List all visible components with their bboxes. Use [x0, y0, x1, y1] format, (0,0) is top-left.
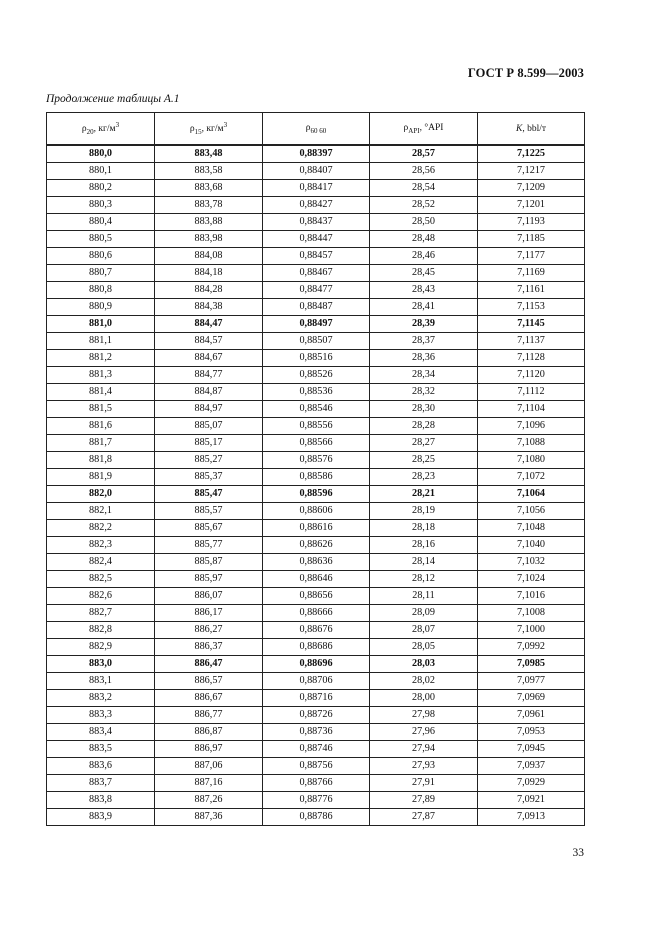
table-row — [47, 605, 585, 622]
table-cell: 28,03 — [370, 656, 478, 673]
table-cell: 881,7 — [47, 435, 155, 452]
table-cell: 882,3 — [47, 537, 155, 554]
table-cell: 882,5 — [47, 571, 155, 588]
table-cell: 882,6 — [47, 588, 155, 605]
table-cell: 886,87 — [155, 724, 263, 741]
table-cell: 28,16 — [370, 537, 478, 554]
table-cell: 0,88676 — [263, 622, 370, 639]
table-cell: 28,52 — [370, 197, 478, 214]
table-cell: 0,88437 — [263, 214, 370, 231]
table-row — [47, 503, 585, 520]
table-cell: 7,1177 — [478, 248, 585, 265]
table-cell: 880,0 — [47, 145, 155, 163]
table-cell: 28,18 — [370, 520, 478, 537]
table-header-row — [47, 113, 585, 146]
table-cell: 885,67 — [155, 520, 263, 537]
table-cell: 28,32 — [370, 384, 478, 401]
table-cell: 883,68 — [155, 180, 263, 197]
table-cell: 28,19 — [370, 503, 478, 520]
table-cell: 882,7 — [47, 605, 155, 622]
column-header-k: K, bbl/т — [478, 113, 585, 146]
table-cell: 28,39 — [370, 316, 478, 333]
table-cell: 28,45 — [370, 265, 478, 282]
table-cell: 885,27 — [155, 452, 263, 469]
table-cell: 7,1016 — [478, 588, 585, 605]
table-cell: 27,98 — [370, 707, 478, 724]
table-cell: 7,1169 — [478, 265, 585, 282]
table-cell: 7,1096 — [478, 418, 585, 435]
table-cell: 882,4 — [47, 554, 155, 571]
table-cell: 0,88497 — [263, 316, 370, 333]
table-cell: 0,88716 — [263, 690, 370, 707]
density-table — [46, 112, 585, 826]
table-cell: 880,9 — [47, 299, 155, 316]
table-cell: 7,1024 — [478, 571, 585, 588]
table-cell: 7,0953 — [478, 724, 585, 741]
table-cell: 885,77 — [155, 537, 263, 554]
table-cell: 28,56 — [370, 163, 478, 180]
table-cell: 28,48 — [370, 231, 478, 248]
table-cell: 0,88407 — [263, 163, 370, 180]
table-cell: 0,88447 — [263, 231, 370, 248]
table-cell: 0,88726 — [263, 707, 370, 724]
table-row — [47, 248, 585, 265]
table-cell: 28,00 — [370, 690, 478, 707]
table-cell: 27,93 — [370, 758, 478, 775]
table-cell: 0,88536 — [263, 384, 370, 401]
table-cell: 28,41 — [370, 299, 478, 316]
table-row — [47, 197, 585, 214]
table-cell: 0,88397 — [263, 145, 370, 163]
table-cell: 0,88756 — [263, 758, 370, 775]
table-cell: 0,88457 — [263, 248, 370, 265]
table-cell: 7,0985 — [478, 656, 585, 673]
table-cell: 882,2 — [47, 520, 155, 537]
table-cell: 887,16 — [155, 775, 263, 792]
table-cell: 7,1104 — [478, 401, 585, 418]
table-cell: 27,87 — [370, 809, 478, 826]
table-row — [47, 520, 585, 537]
table-cell: 883,58 — [155, 163, 263, 180]
table-cell: 886,67 — [155, 690, 263, 707]
table-row — [47, 265, 585, 282]
table-cell: 7,0929 — [478, 775, 585, 792]
table-cell: 886,77 — [155, 707, 263, 724]
table-cell: 28,54 — [370, 180, 478, 197]
table-cell: 7,1128 — [478, 350, 585, 367]
table-cell: 881,5 — [47, 401, 155, 418]
column-header-rho15: $\rho_{15}$, $кг/м^3$ — [155, 113, 263, 146]
table-row — [47, 384, 585, 401]
table-cell: 880,7 — [47, 265, 155, 282]
table-cell: 7,1048 — [478, 520, 585, 537]
table-cell: 28,11 — [370, 588, 478, 605]
table-cell: 882,0 — [47, 486, 155, 503]
table-cell: 0,88666 — [263, 605, 370, 622]
table-row — [47, 401, 585, 418]
page-number: 33 — [572, 847, 584, 859]
table-cell: 7,1217 — [478, 163, 585, 180]
table-cell: 881,8 — [47, 452, 155, 469]
table-cell: 7,1080 — [478, 452, 585, 469]
table-cell: 0,88566 — [263, 435, 370, 452]
table-cell: 886,07 — [155, 588, 263, 605]
table-cell: 28,25 — [370, 452, 478, 469]
table-cell: 7,0945 — [478, 741, 585, 758]
table-cell: 884,47 — [155, 316, 263, 333]
table-row — [47, 690, 585, 707]
table-cell: 883,88 — [155, 214, 263, 231]
table-cell: 881,3 — [47, 367, 155, 384]
table-row — [47, 367, 585, 384]
table-cell: 0,88467 — [263, 265, 370, 282]
table-cell: 0,88606 — [263, 503, 370, 520]
table-row — [47, 758, 585, 775]
table-row — [47, 333, 585, 350]
table-cell: 28,50 — [370, 214, 478, 231]
table-cell: 881,9 — [47, 469, 155, 486]
table-cell: 7,1112 — [478, 384, 585, 401]
table-cell: 884,18 — [155, 265, 263, 282]
table-row — [47, 231, 585, 248]
table-cell: 0,88616 — [263, 520, 370, 537]
table-row — [47, 282, 585, 299]
table-row — [47, 571, 585, 588]
table-cell: 0,88766 — [263, 775, 370, 792]
table-row — [47, 145, 585, 163]
table-row — [47, 741, 585, 758]
column-header-rho20: $\rho_{20}$, $кг/м^3$ — [47, 113, 155, 146]
table-cell: 7,1088 — [478, 435, 585, 452]
table-cell: 886,37 — [155, 639, 263, 656]
table-cell: 7,0961 — [478, 707, 585, 724]
table-cell: 0,88417 — [263, 180, 370, 197]
table-cell: 0,88596 — [263, 486, 370, 503]
column-header-rho-api: $\rho_{API}$, °API — [370, 113, 478, 146]
table-cell: 0,88706 — [263, 673, 370, 690]
table-cell: 28,57 — [370, 145, 478, 163]
table-cell: 883,9 — [47, 809, 155, 826]
table-cell: 28,23 — [370, 469, 478, 486]
table-cell: 28,37 — [370, 333, 478, 350]
table-cell: 0,88516 — [263, 350, 370, 367]
table-cell: 7,0969 — [478, 690, 585, 707]
table-cell: 0,88696 — [263, 656, 370, 673]
table-cell: 0,88576 — [263, 452, 370, 469]
table-cell: 0,88477 — [263, 282, 370, 299]
table-cell: 884,08 — [155, 248, 263, 265]
table-cell: 7,1120 — [478, 367, 585, 384]
table-row — [47, 588, 585, 605]
table-cell: 28,21 — [370, 486, 478, 503]
table-cell: 0,88526 — [263, 367, 370, 384]
table-cell: 882,9 — [47, 639, 155, 656]
table-cell: 882,8 — [47, 622, 155, 639]
table-cell: 883,8 — [47, 792, 155, 809]
table-cell: 27,91 — [370, 775, 478, 792]
table-row — [47, 707, 585, 724]
table-row — [47, 792, 585, 809]
table-cell: 28,46 — [370, 248, 478, 265]
table-cell: 0,88646 — [263, 571, 370, 588]
table-cell: 883,4 — [47, 724, 155, 741]
table-cell: 884,38 — [155, 299, 263, 316]
table-cell: 884,77 — [155, 367, 263, 384]
table-cell: 0,88746 — [263, 741, 370, 758]
table-cell: 0,88546 — [263, 401, 370, 418]
table-cell: 7,1032 — [478, 554, 585, 571]
table-cell: 27,96 — [370, 724, 478, 741]
table-cell: 7,1201 — [478, 197, 585, 214]
table-cell: 27,89 — [370, 792, 478, 809]
table-cell: 28,30 — [370, 401, 478, 418]
table-cell: 885,97 — [155, 571, 263, 588]
table-row — [47, 486, 585, 503]
table-cell: 0,88686 — [263, 639, 370, 656]
table-row — [47, 299, 585, 316]
table-cell: 885,17 — [155, 435, 263, 452]
table-row — [47, 809, 585, 826]
table-cell: 880,8 — [47, 282, 155, 299]
table-cell: 27,94 — [370, 741, 478, 758]
table-cell: 28,36 — [370, 350, 478, 367]
table-row — [47, 163, 585, 180]
table-cell: 885,87 — [155, 554, 263, 571]
table-cell: 883,48 — [155, 145, 263, 163]
table-cell: 28,09 — [370, 605, 478, 622]
table-row — [47, 180, 585, 197]
table-cell: 0,88556 — [263, 418, 370, 435]
table-cell: 886,97 — [155, 741, 263, 758]
table-cell: 886,47 — [155, 656, 263, 673]
table-cell: 7,1040 — [478, 537, 585, 554]
table-caption: Продолжение таблицы А.1 — [46, 93, 180, 105]
table-cell: 886,27 — [155, 622, 263, 639]
table-cell: 7,0937 — [478, 758, 585, 775]
table-row — [47, 554, 585, 571]
table-cell: 880,4 — [47, 214, 155, 231]
table-cell: 883,7 — [47, 775, 155, 792]
table-cell: 7,1145 — [478, 316, 585, 333]
table-cell: 886,17 — [155, 605, 263, 622]
table-cell: 881,1 — [47, 333, 155, 350]
table-cell: 28,34 — [370, 367, 478, 384]
table-cell: 7,1008 — [478, 605, 585, 622]
table-cell: 7,1185 — [478, 231, 585, 248]
column-header-rho60-60: $\rho_{60 60}$ — [263, 113, 370, 146]
table-cell: 7,1137 — [478, 333, 585, 350]
table-cell: 883,3 — [47, 707, 155, 724]
table-cell: 7,1161 — [478, 282, 585, 299]
table-cell: 881,4 — [47, 384, 155, 401]
table-cell: 0,88427 — [263, 197, 370, 214]
table-row — [47, 775, 585, 792]
table-row — [47, 435, 585, 452]
table-cell: 881,0 — [47, 316, 155, 333]
table-cell: 884,97 — [155, 401, 263, 418]
table-cell: 7,0913 — [478, 809, 585, 826]
table-cell: 885,47 — [155, 486, 263, 503]
table-cell: 883,98 — [155, 231, 263, 248]
table-row — [47, 656, 585, 673]
table-cell: 7,1193 — [478, 214, 585, 231]
table-cell: 28,07 — [370, 622, 478, 639]
table-cell: 7,1064 — [478, 486, 585, 503]
table-cell: 883,1 — [47, 673, 155, 690]
table-cell: 884,28 — [155, 282, 263, 299]
table-cell: 28,43 — [370, 282, 478, 299]
table-cell: 880,6 — [47, 248, 155, 265]
table-cell: 885,57 — [155, 503, 263, 520]
table-cell: 885,37 — [155, 469, 263, 486]
table-row — [47, 452, 585, 469]
table-cell: 887,26 — [155, 792, 263, 809]
table-cell: 880,2 — [47, 180, 155, 197]
table-cell: 7,1153 — [478, 299, 585, 316]
table-row — [47, 639, 585, 656]
table-cell: 887,06 — [155, 758, 263, 775]
table-cell: 0,88636 — [263, 554, 370, 571]
table-cell: 7,1000 — [478, 622, 585, 639]
table-cell: 887,36 — [155, 809, 263, 826]
table-row — [47, 316, 585, 333]
table-cell: 28,14 — [370, 554, 478, 571]
table-cell: 0,88786 — [263, 809, 370, 826]
table-cell: 7,1225 — [478, 145, 585, 163]
table-cell: 0,88487 — [263, 299, 370, 316]
table-cell: 881,6 — [47, 418, 155, 435]
table-cell: 883,5 — [47, 741, 155, 758]
table-cell: 883,6 — [47, 758, 155, 775]
table-row — [47, 724, 585, 741]
table-cell: 7,0977 — [478, 673, 585, 690]
table-cell: 7,0992 — [478, 639, 585, 656]
table-cell: 885,07 — [155, 418, 263, 435]
table-cell: 884,57 — [155, 333, 263, 350]
table-row — [47, 622, 585, 639]
table-cell: 880,5 — [47, 231, 155, 248]
table-cell: 28,27 — [370, 435, 478, 452]
table-cell: 28,12 — [370, 571, 478, 588]
table-cell: 883,2 — [47, 690, 155, 707]
table-row — [47, 673, 585, 690]
table-cell: 884,87 — [155, 384, 263, 401]
table-cell: 28,02 — [370, 673, 478, 690]
table-cell: 884,67 — [155, 350, 263, 367]
table-row — [47, 537, 585, 554]
table-row — [47, 214, 585, 231]
table-cell: 7,1056 — [478, 503, 585, 520]
table-cell: 0,88626 — [263, 537, 370, 554]
table-cell: 883,78 — [155, 197, 263, 214]
table-cell: 7,0921 — [478, 792, 585, 809]
table-cell: 0,88656 — [263, 588, 370, 605]
table-cell: 0,88776 — [263, 792, 370, 809]
table-cell: 0,88586 — [263, 469, 370, 486]
table-cell: 881,2 — [47, 350, 155, 367]
table-row — [47, 350, 585, 367]
table-row — [47, 418, 585, 435]
table-row — [47, 469, 585, 486]
table-cell: 0,88507 — [263, 333, 370, 350]
table-cell: 880,3 — [47, 197, 155, 214]
table-cell: 28,05 — [370, 639, 478, 656]
table-cell: 0,88736 — [263, 724, 370, 741]
table-cell: 7,1072 — [478, 469, 585, 486]
table-cell: 7,1209 — [478, 180, 585, 197]
table-cell: 28,28 — [370, 418, 478, 435]
table-cell: 880,1 — [47, 163, 155, 180]
document-code: ГОСТ Р 8.599—2003 — [467, 66, 584, 80]
table-cell: 882,1 — [47, 503, 155, 520]
table-cell: 886,57 — [155, 673, 263, 690]
table-cell: 883,0 — [47, 656, 155, 673]
